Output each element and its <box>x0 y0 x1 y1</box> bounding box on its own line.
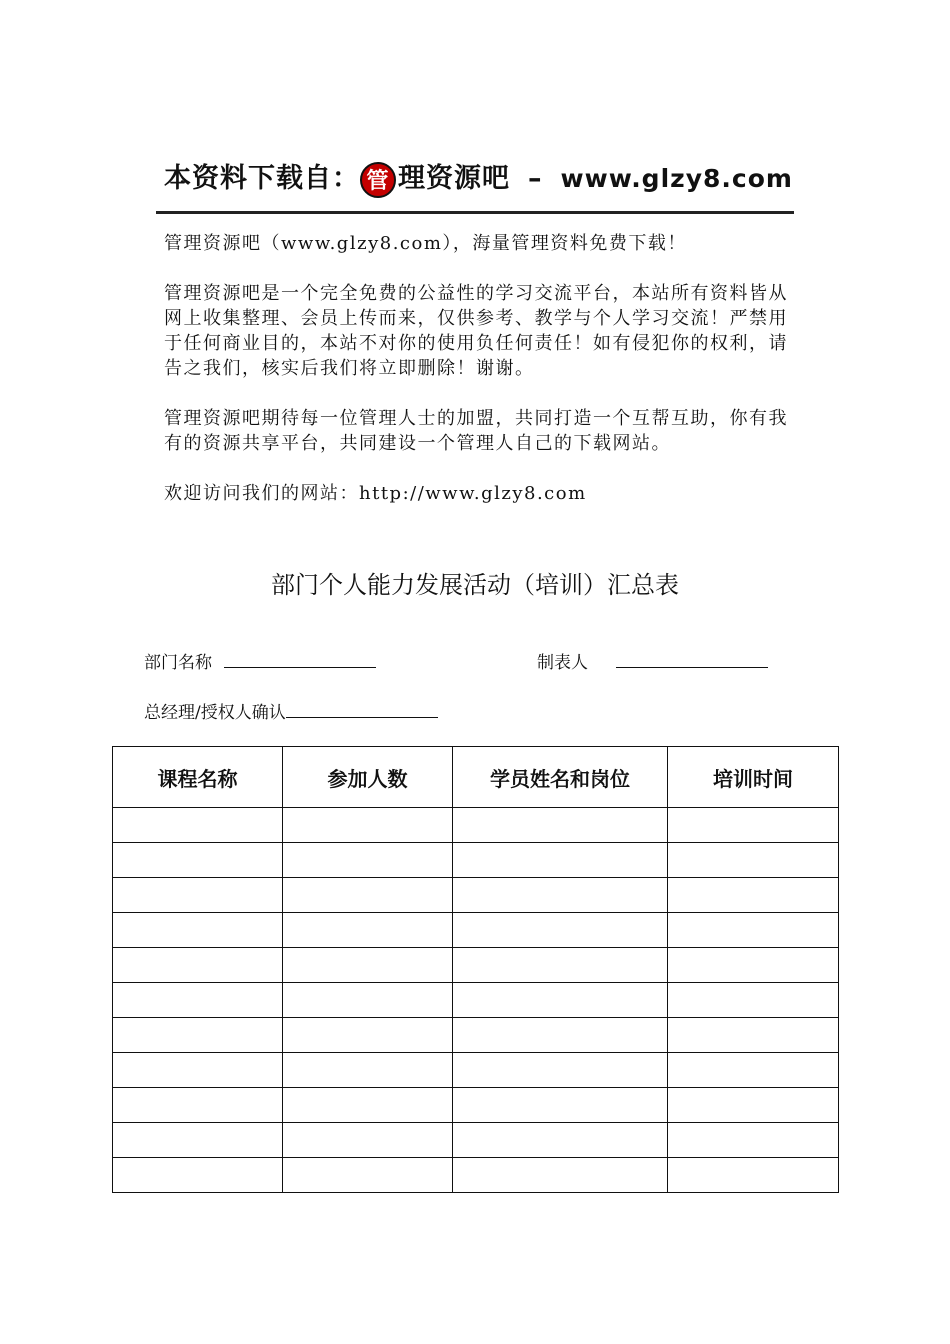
table-cell[interactable] <box>113 983 283 1018</box>
table-cell[interactable] <box>283 808 453 843</box>
table-row <box>113 843 839 878</box>
table-row <box>113 1123 839 1158</box>
department-label: 部门名称 <box>144 653 212 673</box>
table-row <box>113 808 839 843</box>
table-cell[interactable] <box>453 983 668 1018</box>
table-cell[interactable] <box>668 1018 839 1053</box>
header-training-time: 培训时间 <box>668 747 839 808</box>
table-cell[interactable] <box>453 878 668 913</box>
table-cell[interactable] <box>668 843 839 878</box>
table-cell[interactable] <box>283 878 453 913</box>
table-cell[interactable] <box>283 913 453 948</box>
preparer-field <box>537 648 768 673</box>
training-summary-table <box>112 746 839 1193</box>
approval-input-line[interactable] <box>286 699 438 718</box>
table-cell[interactable] <box>668 948 839 983</box>
notice-paragraph-3: 管理资源吧期待每一位管理人士的加盟，共同打造一个互帮互助，你有我有的资源共享平台，共同建设一个管理人自己的下载网站。 <box>164 408 788 454</box>
table-cell[interactable] <box>668 1088 839 1123</box>
table-cell[interactable] <box>113 878 283 913</box>
table-cell[interactable] <box>113 843 283 878</box>
table-cell[interactable] <box>668 1053 839 1088</box>
table-cell[interactable] <box>453 1123 668 1158</box>
table-row <box>113 1018 839 1053</box>
banner-brand: 理资源吧 <box>398 163 510 194</box>
source-banner <box>158 150 794 208</box>
table-row <box>113 983 839 1018</box>
department-field <box>144 648 376 673</box>
table-cell[interactable] <box>113 1018 283 1053</box>
table-cell[interactable] <box>668 808 839 843</box>
banner-url[interactable]: www.glzy8.com <box>560 164 793 193</box>
table-cell[interactable] <box>283 1123 453 1158</box>
table-cell[interactable] <box>283 1018 453 1053</box>
banner-title <box>164 156 793 198</box>
table-header-row <box>113 747 839 808</box>
notice-paragraph-4: 欢迎访问我们的网站：http://www.glzy8.com <box>164 483 587 504</box>
table-cell[interactable] <box>283 948 453 983</box>
table-cell[interactable] <box>453 1018 668 1053</box>
table-cell[interactable] <box>113 1088 283 1123</box>
preparer-label: 制表人 <box>537 653 588 673</box>
preparer-input-line[interactable] <box>616 649 768 668</box>
table-cell[interactable] <box>113 1053 283 1088</box>
table-cell[interactable] <box>113 913 283 948</box>
table-cell[interactable] <box>668 983 839 1018</box>
site-logo-icon: 管 <box>360 162 396 198</box>
table-cell[interactable] <box>113 808 283 843</box>
header-participant-count: 参加人数 <box>283 747 453 808</box>
header-trainee-name-position: 学员姓名和岗位 <box>453 747 668 808</box>
table-cell[interactable] <box>283 843 453 878</box>
table-cell[interactable] <box>453 1053 668 1088</box>
table-row <box>113 1158 839 1193</box>
table-cell[interactable] <box>668 878 839 913</box>
table-cell[interactable] <box>453 913 668 948</box>
table-cell[interactable] <box>283 1088 453 1123</box>
banner-separator: – <box>528 163 543 194</box>
document-title: 部门个人能力发展活动（培训）汇总表 <box>271 571 679 599</box>
table-row <box>113 948 839 983</box>
table-cell[interactable] <box>283 1053 453 1088</box>
header-course-name: 课程名称 <box>113 747 283 808</box>
notice-paragraph-2: 管理资源吧是一个完全免费的公益性的学习交流平台，本站所有资料皆从网上收集整理、会员上传而来，仅供参考、教学与个人学习交流！严禁用于任何商业目的，本站不对你的使用负任何责任！如有侵犯你的权利，请告之我们，核实后我们将立即删除！谢谢。 <box>164 283 788 379</box>
department-input-line[interactable] <box>224 649 376 668</box>
approval-field <box>144 698 438 723</box>
table-cell[interactable] <box>453 1088 668 1123</box>
banner-prefix: 本资料下载自： <box>164 163 360 194</box>
table-row <box>113 1088 839 1123</box>
table-cell[interactable] <box>453 1158 668 1193</box>
table-row <box>113 1053 839 1088</box>
table-cell[interactable] <box>453 948 668 983</box>
approval-label: 总经理/授权人确认 <box>144 703 286 723</box>
table-cell[interactable] <box>113 1123 283 1158</box>
banner-divider <box>156 211 794 214</box>
table-cell[interactable] <box>283 1158 453 1193</box>
table-row <box>113 913 839 948</box>
table-cell[interactable] <box>453 843 668 878</box>
table-cell[interactable] <box>113 948 283 983</box>
table-body <box>113 808 839 1193</box>
table-row <box>113 878 839 913</box>
table-cell[interactable] <box>113 1158 283 1193</box>
table-cell[interactable] <box>668 1123 839 1158</box>
table-cell[interactable] <box>668 1158 839 1193</box>
table-cell[interactable] <box>668 913 839 948</box>
table-cell[interactable] <box>453 808 668 843</box>
table-cell[interactable] <box>283 983 453 1018</box>
notice-paragraph-1: 管理资源吧（www.glzy8.com），海量管理资料免费下载！ <box>164 233 687 254</box>
